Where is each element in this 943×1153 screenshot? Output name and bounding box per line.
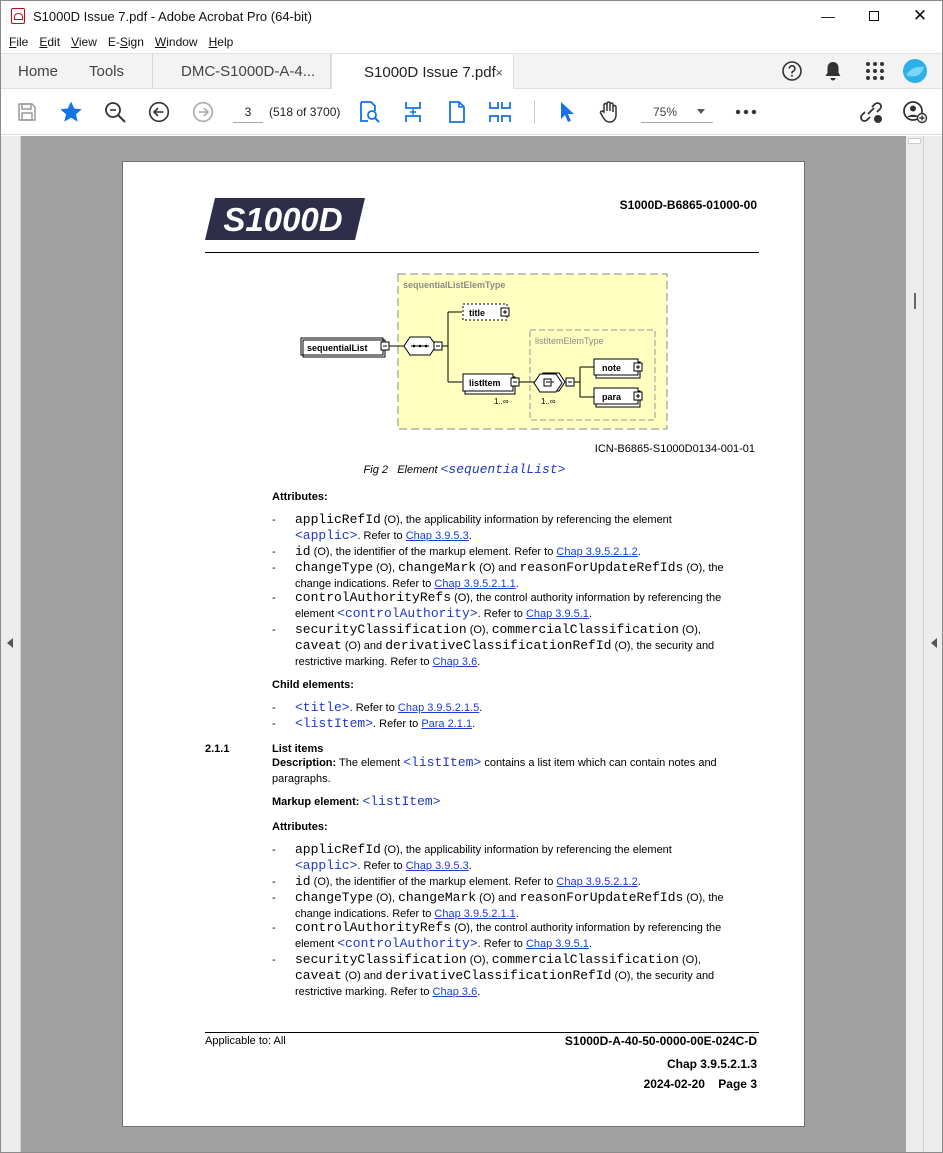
header-dm-code: S1000D-B6865-01000-00 (619, 198, 757, 212)
svg-text:sequentialList: sequentialList (307, 343, 368, 353)
menu-bar (1, 31, 942, 53)
menu-window[interactable]: Window (154, 35, 198, 49)
hand-tool-icon[interactable] (595, 98, 623, 126)
description-line2: paragraphs. (272, 773, 331, 785)
svg-text:para: para (602, 392, 622, 402)
link-chap-3-9-5-2-1-5[interactable]: Chap 3.9.5.2.1.5 (397, 702, 480, 714)
link-chap-3-6[interactable]: Chap 3.6 (432, 986, 478, 998)
search-document-icon[interactable] (355, 98, 383, 126)
scroll-position-marker (914, 293, 916, 309)
pdf-page (122, 161, 805, 1127)
markup-element: Markup element: <listItem> (272, 794, 441, 809)
user-avatar-icon[interactable] (901, 57, 929, 85)
description-line1: Description: The element <listItem> contains a list item which can contain notes and (272, 755, 717, 770)
attr-dash: - (272, 892, 276, 904)
attr-applicrefid: applicRefId (O), the applicability information by referencing the element (295, 512, 672, 527)
minimize-button[interactable]: — (821, 8, 835, 24)
menu-esign[interactable]: E-Sign (107, 35, 144, 49)
svg-text:S1000D: S1000D (223, 201, 343, 238)
tab-s1000d-issue7[interactable] (331, 54, 514, 90)
figure-caption: Fig 2 Element <sequentialList> (363, 462, 566, 477)
attr-dash: - (272, 954, 276, 966)
link-chap-3-9-5-1[interactable]: Chap 3.9.5.1 (525, 938, 589, 950)
s1000d-logo (205, 198, 365, 240)
link-chap-3-6[interactable]: Chap 3.6 (432, 656, 478, 668)
page-count-label: (518 of 3700) (269, 105, 341, 119)
child-listitem: <listItem>. Refer to Para 2.1.1. (295, 716, 476, 731)
child-dash: - (272, 702, 276, 714)
two-page-scroll-icon[interactable] (486, 98, 514, 126)
link-para-2-1-1[interactable]: Para 2.1.1 (421, 718, 473, 730)
attr-changetype: changeType (O), changeMark (O) and reasonForUpdateRefIds (O), the (295, 560, 724, 575)
expand-left-panel-icon[interactable] (7, 638, 13, 648)
link-chap-3-9-5-1[interactable]: Chap 3.9.5.1 (525, 608, 589, 620)
attr-dash: - (272, 624, 276, 636)
attributes-heading-1: Attributes: (272, 491, 328, 503)
child-title: <title>. Refer to Chap 3.9.5.2.1.5. (295, 700, 483, 715)
svg-text:title: title (469, 308, 486, 318)
save-icon[interactable] (13, 98, 41, 126)
attr-applicrefid-line2: <applic>. Refer to Chap 3.9.5.3. (295, 528, 472, 543)
attr-dash: - (272, 592, 276, 604)
acrobat-app-icon (11, 8, 25, 24)
next-page-icon[interactable] (189, 98, 217, 126)
footer-rule (205, 1032, 759, 1033)
icn-label: ICN-B6865-S1000D0134-001-01 (594, 443, 755, 455)
zoom-dropdown[interactable] (641, 101, 713, 123)
schema-diagram (298, 272, 670, 432)
svg-text:listItem: listItem (469, 378, 501, 388)
zoom-value: 75% (653, 104, 678, 119)
link-chap-3-9-5-3[interactable]: Chap 3.9.5.3 (405, 530, 469, 542)
expand-right-panel-icon[interactable] (931, 638, 937, 648)
footer-chapter: Chap 3.9.5.2.1.3 (666, 1057, 757, 1071)
attributes-heading-2: Attributes: (272, 821, 328, 833)
attr-dash: - (272, 922, 276, 934)
attr-controlauthorityrefs-line2: element <controlAuthority>. Refer to Chap 3.9.5.1. (295, 606, 592, 621)
attr-dash: - (272, 876, 276, 888)
section-number: 2.1.1 (205, 743, 230, 755)
attr-securityclassification-line2: caveat (O) and derivativeClassificationRefId (O), the security and (295, 638, 715, 653)
add-person-icon[interactable] (901, 98, 929, 126)
bookmark-star-icon[interactable] (57, 98, 85, 126)
tab-s1000d-issue7-label: S1000D Issue 7.pdf (364, 63, 496, 81)
attr-dash: - (272, 514, 276, 526)
link-chap-3-9-5-2-1-2[interactable]: Chap 3.9.5.2.1.2 (556, 546, 638, 558)
attr-controlauthorityrefs: controlAuthorityRefs (O), the control authority information by referencing the (295, 590, 722, 605)
document-viewer[interactable] (1, 136, 942, 1153)
menu-file[interactable]: File (9, 35, 29, 49)
attr2-applicrefid: applicRefId (O), the applicability information by referencing the element (295, 842, 672, 857)
notifications-bell-icon[interactable] (819, 57, 847, 85)
footer-date-page: 2024-02-20 Page 3 (643, 1077, 757, 1091)
attr-securityclassification-line3: restrictive marking. Refer to Chap 3.6. (295, 656, 481, 668)
single-page-icon[interactable] (443, 98, 471, 126)
attr-dash: - (272, 844, 276, 856)
previous-page-icon[interactable] (145, 98, 173, 126)
maximize-button[interactable] (851, 1, 897, 31)
chevron-down-icon (697, 109, 705, 114)
svg-text:sequentialListElemType: sequentialListElemType (403, 280, 506, 290)
child-dash: - (272, 718, 276, 730)
left-panel-collapsed[interactable] (1, 136, 21, 1153)
right-panel-collapsed[interactable] (923, 136, 942, 1153)
page-fit-icon[interactable] (399, 98, 427, 126)
footer-applicability: Applicable to: All (205, 1035, 286, 1047)
attr-dash: - (272, 562, 276, 574)
link-chap-3-9-5-2-1-2[interactable]: Chap 3.9.5.2.1.2 (556, 876, 638, 888)
menu-edit[interactable]: Edit (39, 35, 61, 49)
attr-securityclassification: securityClassification (O), commercialClassification (O), (295, 622, 701, 637)
window-title: S1000D Issue 7.pdf - Adobe Acrobat Pro (64-bit) (33, 8, 312, 24)
title-bar (1, 1, 942, 31)
svg-text:1..∞: 1..∞ (494, 397, 509, 406)
help-icon[interactable] (778, 57, 806, 85)
tab-dmc-document[interactable]: DMC-S1000D-A-4... (153, 54, 331, 89)
more-options-icon[interactable] (732, 98, 760, 126)
link-chap-3-9-5-3[interactable]: Chap 3.9.5.3 (405, 860, 469, 872)
attr2-changetype: changeType (O), changeMark (O) and reasonForUpdateRefIds (O), the (295, 890, 724, 905)
tab-bar (1, 53, 942, 89)
attr2-controlauthorityrefs: controlAuthorityRefs (O), the control authority information by referencing the (295, 920, 722, 935)
attr2-securityclassification-line3: restrictive marking. Refer to Chap 3.6. (295, 986, 481, 998)
scrollbar-thumb[interactable] (908, 138, 921, 144)
vertical-scrollbar[interactable] (906, 136, 923, 1153)
find-text-icon[interactable] (101, 98, 129, 126)
toolbar-separator (534, 100, 535, 124)
close-tab-icon[interactable]: × (495, 64, 503, 80)
attr2-securityclassification: securityClassification (O), commercialClassification (O), (295, 952, 701, 967)
close-window-button[interactable]: ✕ (912, 6, 928, 25)
menu-help[interactable]: Help (208, 35, 234, 49)
footer-dmc: S1000D-A-40-50-0000-00E-024C-D (564, 1034, 757, 1048)
page-number-input[interactable]: 3 (233, 101, 263, 123)
attr-changetype-line2: change indications. Refer to Chap 3.9.5.2.1.1. (295, 578, 519, 590)
main-toolbar (1, 89, 942, 135)
child-elements-heading: Child elements: (272, 679, 354, 691)
menu-view[interactable]: View (71, 35, 97, 49)
attr2-changetype-line2: change indications. Refer to Chap 3.9.5.2.1.1. (295, 908, 519, 920)
tab-tools[interactable]: Tools (89, 54, 153, 89)
svg-text:note: note (602, 363, 621, 373)
header-rule (205, 252, 759, 253)
section-title: List items (272, 743, 324, 755)
attr-id: id (O), the identifier of the markup element. Refer to Chap 3.9.5.2.1.2. (295, 544, 641, 559)
attr-dash: - (272, 546, 276, 558)
link-chap-3-9-5-2-1-1[interactable]: Chap 3.9.5.2.1.1 (434, 578, 516, 590)
attr2-controlauthorityrefs-line2: element <controlAuthority>. Refer to Chap 3.9.5.1. (295, 936, 592, 951)
attr2-id: id (O), the identifier of the markup element. Refer to Chap 3.9.5.2.1.2. (295, 874, 641, 889)
apps-grid-icon[interactable] (861, 57, 889, 85)
share-link-icon[interactable] (857, 98, 885, 126)
tab-home[interactable]: Home (18, 63, 59, 80)
select-cursor-icon[interactable] (552, 98, 580, 126)
svg-text:1..∞: 1..∞ (541, 397, 556, 406)
attr2-securityclassification-line2: caveat (O) and derivativeClassificationRefId (O), the security and (295, 968, 715, 983)
link-chap-3-9-5-2-1-1[interactable]: Chap 3.9.5.2.1.1 (434, 908, 516, 920)
attr2-applicrefid-line2: <applic>. Refer to Chap 3.9.5.3. (295, 858, 472, 873)
svg-text:listItemElemType: listItemElemType (535, 336, 604, 346)
